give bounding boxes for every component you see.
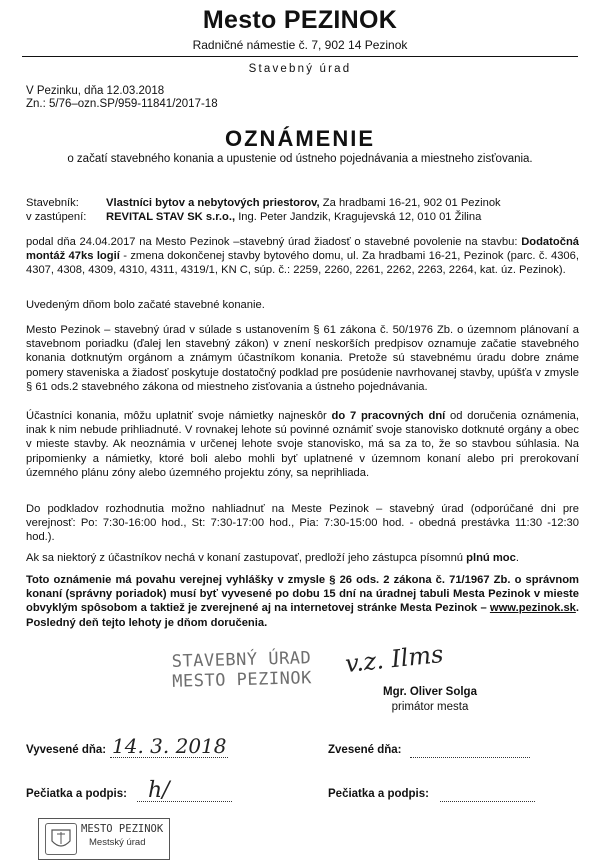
stamp-line-1: STAVEBNÝ ÚRAD — [171, 648, 312, 672]
reference-number: Zn.: 5/76–ozn.SP/959-11841/2017-18 — [26, 98, 218, 110]
city-address: Radničné námestie č. 7, 902 14 Pezinok — [192, 38, 408, 52]
builder-label: Stavebník: — [26, 197, 79, 209]
representative-details: Ing. Peter Jandzik, Kragujevská 12, 010 01 Žilina — [235, 211, 482, 223]
builder-name: Vlastníci bytov a nebytových priestorov, — [106, 197, 320, 209]
stamp-signature-label-right: Pečiatka a podpis: — [328, 788, 429, 800]
removed-date-line — [410, 757, 530, 758]
p1-text-b: - zmena dokončenej stavby bytového domu, ul. Za hradbami 16-21, Pezinok (parc. č. 4306, 4307, 4308, 4309, 4310, 4311, 4319/1, KN C, súp. č.: 2259, 2260, 2261, 2262, 2263, 2264, kat. úz. Pezinok). — [26, 250, 579, 277]
p7-text-a: Toto oznámenie má povahu verejnej vyhlášky v zmysle § 26 ods. 2 zákona č. 71/1967 Zb. o správnom konaní (správny poriadok) musí byť vyvesené po dobu 15 dní na úradnej tabuli Mesta Pezinok v mieste obvyklým spôsobom a taktiež je zverejnené aj na internetovej stránke Mesta Pezinok – — [26, 574, 579, 615]
paragraph-started: Uvedeným dňom bolo začaté stavebné konanie. — [26, 299, 265, 311]
deadline-text: do 7 pracovných dní — [331, 410, 446, 422]
posted-date-handwritten: 14. 3. 2018 — [112, 734, 227, 758]
header-divider — [22, 56, 578, 57]
p4-text-a: Účastníci konania, môžu uplatniť svoje námietky najneskôr — [26, 410, 332, 422]
paragraph-representation — [26, 551, 579, 565]
p7-text-b: . Posledný deň tejto lehoty je dňom doručenia. — [26, 602, 579, 629]
mayor-name: Mgr. Oliver Solga — [383, 686, 477, 698]
stamp-signature-line-right — [440, 801, 535, 802]
mayor-signature: v.z. Ilms — [343, 639, 445, 679]
city-title: Mesto PEZINOK — [202, 6, 398, 34]
paragraph-hours: Do podkladov rozhodnutia možno nahliadnuť na Meste Pezinok – stavebný úrad (odporúčané dni pre verejnosť: Po: 7:30-16:00 hod., St: 7:30-17:00 hod., Pia: 7:30-15:00 hod. - obedná prestávka 11:30 -12:30 hod.). — [26, 503, 579, 544]
p4-text-b: od doručenia oznámenia, inak k nim nebude prihliadnuté. V rovnakej lehote sú povinné oznámiť svoje stanovisko dotknuté orgány a obec v mieste stavby. Ak neoznámia v určenej lehote svoje stanovisko, má sa za to, že so stavbou súhlasia. Na pripomienky a námietky, ktoré boli alebo mohli byť uplatnené v územnom konaní alebo pri prerokovaní územného plánu zóny alebo územného projektu zóny, sa neprihliada. — [26, 410, 579, 479]
bottom-stamp-line-1: MESTO PEZINOK — [81, 823, 164, 835]
posted-date-line — [110, 757, 228, 758]
stamp-line-2: MESTO PEZINOK — [172, 668, 313, 692]
stamp-signature-line-left — [137, 801, 232, 802]
p6-text-a: Ak sa niektorý z účastníkov nechá v konaní zastupovať, predloží jeho zástupca písomnú — [26, 552, 467, 564]
notice-subtitle: o začatí stavebného konania a upustenie od ústneho pojednávania a miestneho zisťovania. — [67, 153, 533, 165]
website-link[interactable]: www.pezinok.sk — [489, 602, 576, 615]
builder-address: Za hradbami 16-21, 902 01 Pezinok — [319, 197, 501, 209]
mayor-role: primátor mesta — [391, 701, 469, 713]
posted-label: Vyvesené dňa: — [26, 744, 107, 756]
notice-title: OZNÁMENIE — [225, 126, 375, 151]
p6-text-b: . — [515, 552, 519, 564]
date-line: V Pezinku, dňa 12.03.2018 — [26, 85, 165, 97]
paragraph-procedure: Mesto Pezinok – stavebný úrad v súlade s ustanovením § 61 zákona č. 50/1976 Zb. o územnom plánovaní a stavebnom poriadku (ďalej len stavebný zákon) v znení neskorších predpisov oznamuje začatie stavebného konania dotknutým orgánom a známym účastníkom konania. Pretože sú stavebnému úradu dobre známe pomery staveniska a žiadosť poskytuje dostatočný podklad pre posúdenie navrhovanej stavby, upúšťa v zmysle § 61 ods.2 stavebného zákona od miestneho zisťovania a ústneho pojednávania. — [26, 324, 579, 393]
project-name: Dodatočná montáž 47ks logií — [26, 236, 579, 263]
p1-text-a: podal dňa 24.04.2017 na Mesto Pezinok –stavebný úrad žiadosť o stavebné povolenie na stavbu: — [26, 236, 522, 248]
coat-of-arms-icon — [45, 823, 77, 855]
paragraph-objections — [26, 409, 579, 480]
bottom-stamp — [38, 818, 170, 860]
paragraph-public-notice — [26, 573, 579, 630]
representative-label: v zastúpení: — [26, 211, 87, 223]
representative-row — [26, 210, 586, 224]
builder-row — [26, 196, 586, 210]
office-name: Stavebný úrad — [248, 63, 352, 75]
power-of-attorney: plnú moc — [466, 552, 516, 564]
bottom-stamp-line-2: Mestský úrad — [89, 837, 146, 848]
paragraph-application — [26, 235, 579, 278]
stamp-signature-handwritten: h/ — [148, 778, 170, 803]
removed-label: Zvesené dňa: — [328, 744, 402, 756]
stamp-signature-label-left: Pečiatka a podpis: — [26, 788, 127, 800]
office-stamp — [172, 648, 313, 692]
representative-name: REVITAL STAV SK s.r.o., — [106, 211, 236, 223]
